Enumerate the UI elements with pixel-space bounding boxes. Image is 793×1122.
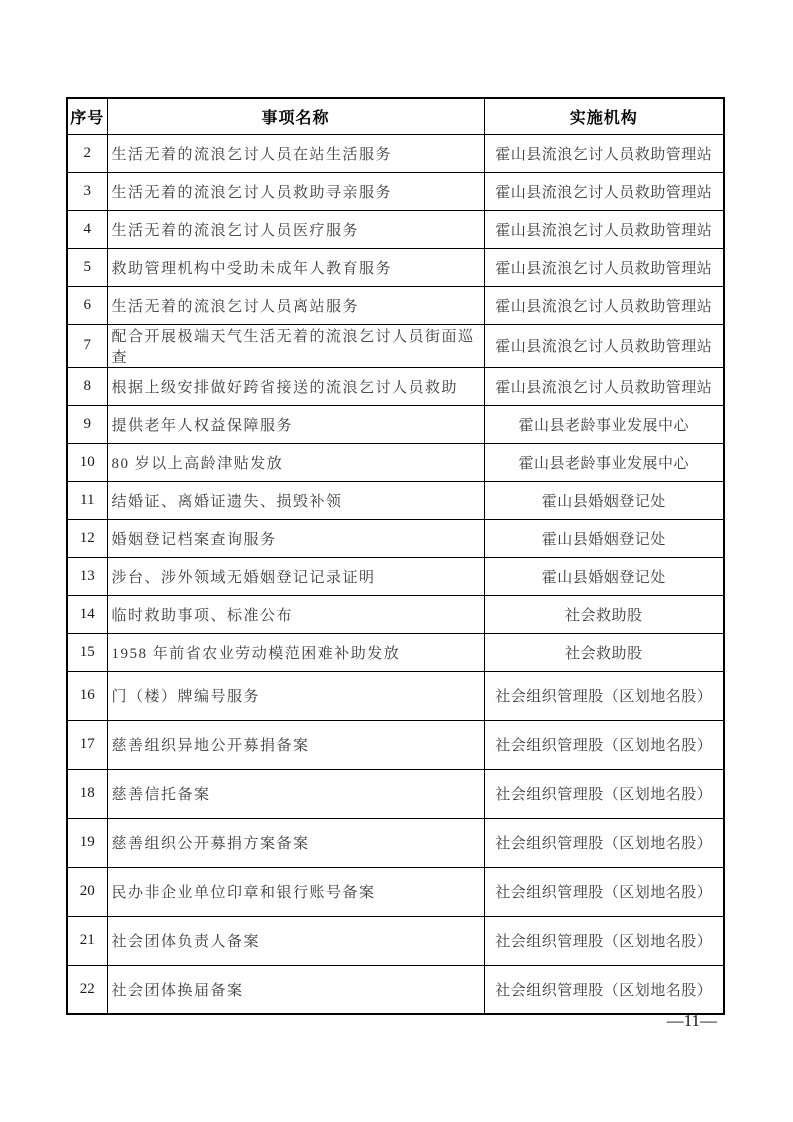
agency-cell: 霍山县流浪乞讨人员救助管理站	[484, 134, 724, 172]
row-number-cell: 13	[67, 557, 107, 595]
agency-cell: 社会组织管理股（区划地名股）	[484, 965, 724, 1014]
item-name-cell: 涉台、涉外领域无婚姻登记记录证明	[107, 557, 484, 595]
row-number-cell: 4	[67, 210, 107, 248]
table-row	[67, 519, 724, 557]
agency-cell: 霍山县流浪乞讨人员救助管理站	[484, 286, 724, 324]
item-name-cell: 社会团体负责人备案	[107, 916, 484, 965]
row-number-cell: 6	[67, 286, 107, 324]
item-name-cell: 救助管理机构中受助未成年人教育服务	[107, 248, 484, 286]
table-row	[67, 720, 724, 769]
table-row	[67, 172, 724, 210]
agency-cell: 霍山县流浪乞讨人员救助管理站	[484, 324, 724, 367]
row-number-cell: 3	[67, 172, 107, 210]
page-number: —11—	[666, 1011, 717, 1030]
item-name-cell: 生活无着的流浪乞讨人员医疗服务	[107, 210, 484, 248]
item-name-cell: 门（楼）牌编号服务	[107, 671, 484, 720]
agency-cell: 社会救助股	[484, 633, 724, 671]
table-row	[67, 633, 724, 671]
agency-cell: 霍山县流浪乞讨人员救助管理站	[484, 248, 724, 286]
agency-cell: 霍山县婚姻登记处	[484, 557, 724, 595]
item-name-cell: 生活无着的流浪乞讨人员离站服务	[107, 286, 484, 324]
agency-cell: 霍山县流浪乞讨人员救助管理站	[484, 210, 724, 248]
item-name-cell: 民办非企业单位印章和银行账号备案	[107, 867, 484, 916]
table-row	[67, 916, 724, 965]
item-name-cell: 社会团体换届备案	[107, 965, 484, 1014]
row-number-cell: 2	[67, 134, 107, 172]
header-item-name: 事项名称	[107, 98, 484, 134]
table-row	[67, 367, 724, 405]
item-name-cell: 1958 年前省农业劳动模范困难补助发放	[107, 633, 484, 671]
row-number-cell: 15	[67, 633, 107, 671]
agency-cell: 社会组织管理股（区划地名股）	[484, 769, 724, 818]
agency-cell: 霍山县婚姻登记处	[484, 519, 724, 557]
agency-cell: 霍山县流浪乞讨人员救助管理站	[484, 172, 724, 210]
table-row	[67, 405, 724, 443]
row-number-cell: 12	[67, 519, 107, 557]
table-header-row	[67, 98, 724, 134]
row-number-cell: 8	[67, 367, 107, 405]
table-row	[67, 595, 724, 633]
item-name-cell: 配合开展极端天气生活无着的流浪乞讨人员街面巡查	[107, 324, 484, 367]
row-number-cell: 21	[67, 916, 107, 965]
table-row	[67, 671, 724, 720]
agency-cell: 社会救助股	[484, 595, 724, 633]
item-name-cell: 生活无着的流浪乞讨人员救助寻亲服务	[107, 172, 484, 210]
agency-cell: 霍山县老龄事业发展中心	[484, 443, 724, 481]
agency-cell: 霍山县流浪乞讨人员救助管理站	[484, 367, 724, 405]
table-row	[67, 134, 724, 172]
row-number-cell: 9	[67, 405, 107, 443]
row-number-cell: 7	[67, 324, 107, 367]
header-agency: 实施机构	[484, 98, 724, 134]
row-number-cell: 5	[67, 248, 107, 286]
table-row	[67, 867, 724, 916]
header-no: 序号	[67, 98, 107, 134]
items-table	[66, 97, 725, 1015]
table-row	[67, 481, 724, 519]
row-number-cell: 20	[67, 867, 107, 916]
item-name-cell: 生活无着的流浪乞讨人员在站生活服务	[107, 134, 484, 172]
item-name-cell: 提供老年人权益保障服务	[107, 405, 484, 443]
row-number-cell: 19	[67, 818, 107, 867]
item-name-cell: 慈善组织异地公开募捐备案	[107, 720, 484, 769]
item-name-cell: 婚姻登记档案查询服务	[107, 519, 484, 557]
row-number-cell: 16	[67, 671, 107, 720]
row-number-cell: 22	[67, 965, 107, 1014]
item-name-cell: 临时救助事项、标准公布	[107, 595, 484, 633]
item-name-cell: 结婚证、离婚证遗失、损毁补领	[107, 481, 484, 519]
item-name-cell: 慈善信托备案	[107, 769, 484, 818]
row-number-cell: 18	[67, 769, 107, 818]
item-name-cell: 慈善组织公开募捐方案备案	[107, 818, 484, 867]
item-name-cell: 80 岁以上高龄津贴发放	[107, 443, 484, 481]
agency-cell: 社会组织管理股（区划地名股）	[484, 818, 724, 867]
row-number-cell: 14	[67, 595, 107, 633]
table-row	[67, 324, 724, 367]
table-row	[67, 443, 724, 481]
row-number-cell: 11	[67, 481, 107, 519]
agency-cell: 霍山县婚姻登记处	[484, 481, 724, 519]
table-row	[67, 210, 724, 248]
agency-cell: 社会组织管理股（区划地名股）	[484, 867, 724, 916]
table-row	[67, 965, 724, 1014]
table-row	[67, 557, 724, 595]
agency-cell: 社会组织管理股（区划地名股）	[484, 916, 724, 965]
agency-cell: 社会组织管理股（区划地名股）	[484, 720, 724, 769]
row-number-cell: 17	[67, 720, 107, 769]
table-row	[67, 248, 724, 286]
table-row	[67, 286, 724, 324]
row-number-cell: 10	[67, 443, 107, 481]
agency-cell: 社会组织管理股（区划地名股）	[484, 671, 724, 720]
table-row	[67, 818, 724, 867]
table-row	[67, 769, 724, 818]
agency-cell: 霍山县老龄事业发展中心	[484, 405, 724, 443]
item-name-cell: 根据上级安排做好跨省接送的流浪乞讨人员救助	[107, 367, 484, 405]
